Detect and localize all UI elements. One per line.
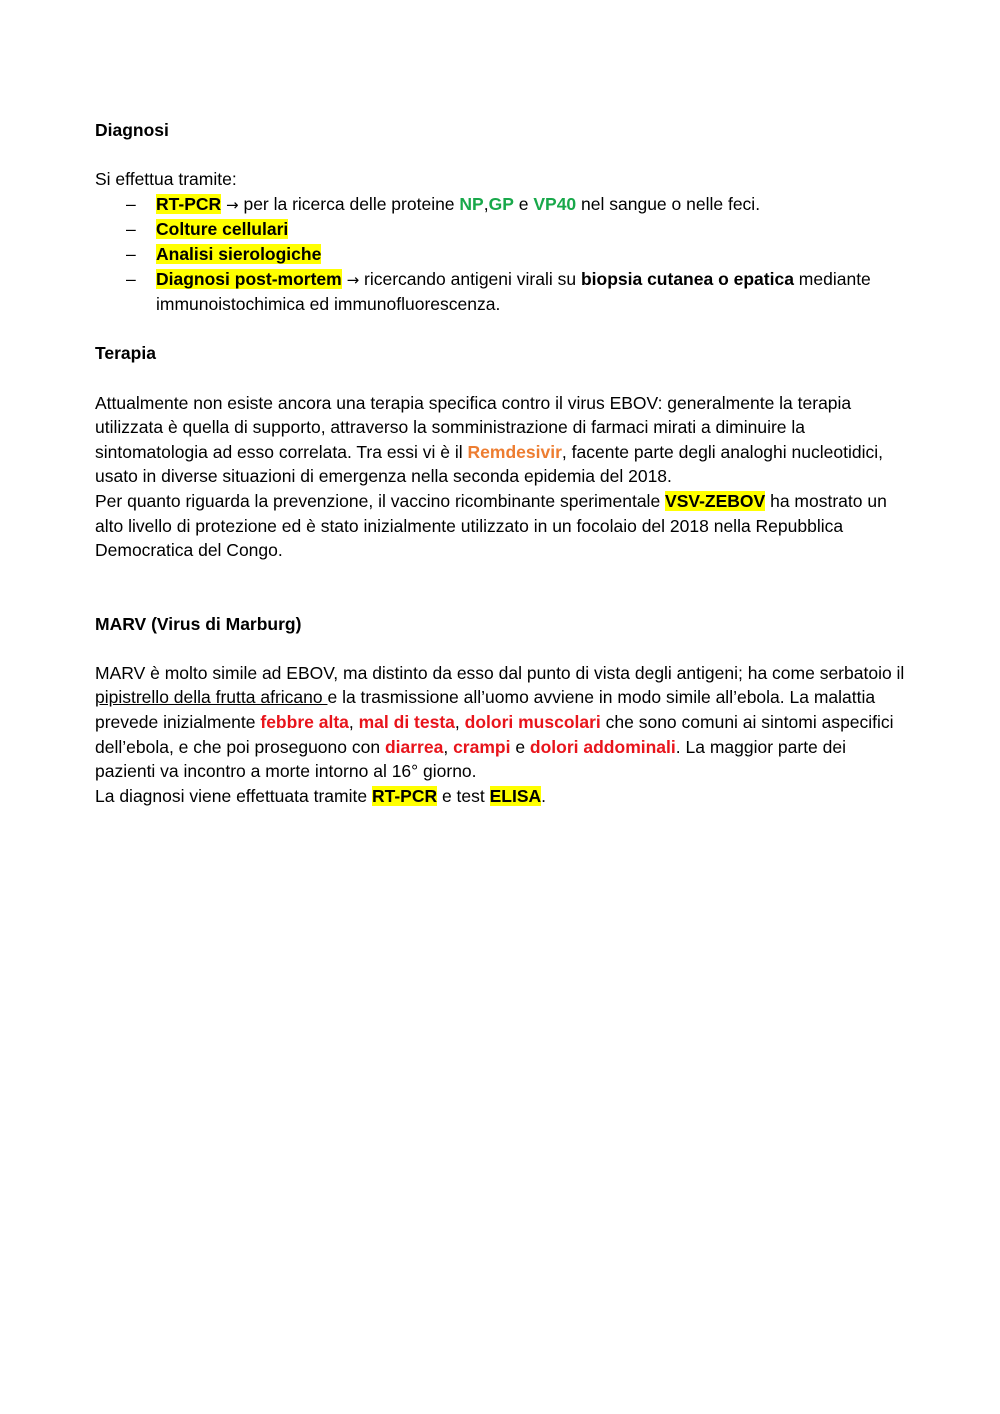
symptom-mal-di-testa: mal di testa bbox=[358, 712, 455, 733]
highlight-vaccine: VSV-ZEBOV bbox=[665, 490, 766, 511]
text-fragment: e bbox=[513, 193, 534, 214]
highlight-rt-pcr: RT-PCR bbox=[371, 785, 438, 806]
dash-bullet: – bbox=[126, 243, 136, 264]
symptom-dolori-addominali: dolori addominali bbox=[529, 736, 676, 757]
text-fragment: e bbox=[510, 736, 530, 757]
text-fragment: e test bbox=[437, 785, 490, 806]
text-fragment: Attualmente non esiste ancora una terapia specifica contro il virus EBOV: generalmente la terapia utilizzata è quella di supporto, attraverso la somministrazione di farmaci mirati a diminuire la sintomatologia ad esso correlata. Tra essi vi è il bbox=[95, 392, 852, 462]
symptom-diarrea: diarrea bbox=[384, 736, 444, 757]
text-fragment: , facente parte degli analoghi nucleotidici, usato in diverse situazioni di emergenza nella seconda epidemia del 2018. bbox=[95, 441, 883, 487]
text-fragment: . bbox=[541, 785, 547, 806]
underlined-reservoir: pipistrello della frutta africano bbox=[95, 687, 328, 708]
text-fragment: , bbox=[454, 712, 465, 733]
section-title-diagnosi: Diagnosi bbox=[95, 120, 169, 140]
text-fragment: ha mostrato un alto livello di protezione ed è stato inizialmente utilizzato in un focolaio del 2018 nella Repubblica Democratica del Congo. bbox=[95, 490, 887, 561]
text-fragment: MARV è molto simile ad EBOV, ma distinto da esso dal punto di vista degli antigeni; ha come serbatoio il bbox=[95, 662, 905, 683]
dash-bullet: – bbox=[126, 193, 136, 214]
text-fragment: , bbox=[443, 736, 454, 757]
marv-diagnosi bbox=[95, 784, 910, 809]
highlight-elisa: ELISA bbox=[489, 785, 542, 806]
arrow-icon: → bbox=[346, 270, 360, 289]
highlight-colture: Colture cellulari bbox=[156, 219, 289, 240]
highlight-rt-pcr: RT-PCR bbox=[156, 193, 222, 214]
list-item-sierologiche bbox=[95, 242, 910, 267]
protein-np: NP bbox=[459, 193, 484, 214]
list-item-colture bbox=[95, 217, 910, 242]
text-fragment: . La maggior parte dei pazienti va incontro a morte intorno al 16° giorno. bbox=[95, 736, 847, 782]
symptom-febbre: febbre alta bbox=[260, 712, 349, 733]
dash-bullet: – bbox=[126, 268, 136, 289]
symptom-crampi: crampi bbox=[453, 736, 511, 757]
terapia-paragraph-2 bbox=[95, 489, 910, 563]
protein-gp: GP bbox=[488, 193, 514, 214]
text-fragment: per la ricerca delle proteine bbox=[238, 193, 460, 214]
arrow-icon: → bbox=[226, 195, 239, 214]
text-fragment: , bbox=[348, 712, 359, 733]
text-fragment: La diagnosi viene effettuata tramite bbox=[95, 785, 372, 806]
list-item-post-mortem bbox=[95, 267, 910, 317]
document-page bbox=[95, 118, 910, 808]
text-fragment: mediante immunoistochimica ed immunofluorescenza. bbox=[156, 268, 871, 315]
text-fragment: Per quanto riguarda la prevenzione, il vaccino ricombinante sperimentale bbox=[95, 490, 666, 511]
text-fragment: ricercando antigeni virali su bbox=[359, 268, 581, 289]
highlight-sierologiche: Analisi sierologiche bbox=[156, 243, 322, 264]
protein-vp40: VP40 bbox=[533, 193, 577, 214]
dash-bullet: – bbox=[126, 219, 136, 240]
diagnosi-intro: Si effettua tramite: bbox=[95, 169, 237, 190]
text-fragment: che sono comuni ai sintomi aspecifici dell’ebola, e che poi proseguono con bbox=[95, 712, 894, 757]
bold-biopsia: biopsia cutanea o epatica bbox=[580, 268, 794, 289]
section-title-terapia: Terapia bbox=[95, 343, 156, 364]
highlight-post-mortem: Diagnosi post-mortem bbox=[156, 268, 342, 289]
diagnosi-list bbox=[95, 192, 910, 317]
symptom-dolori-muscolari: dolori muscolari bbox=[464, 712, 601, 733]
text-fragment: nel sangue o nelle feci. bbox=[576, 193, 761, 214]
section-title-marv: MARV (Virus di Marburg) bbox=[95, 613, 302, 634]
marv-paragraph bbox=[95, 661, 910, 784]
terapia-paragraph-1 bbox=[95, 391, 910, 489]
text-fragment: , bbox=[483, 193, 489, 214]
list-item-rt-pcr bbox=[95, 192, 910, 218]
drug-remdesivir: Remdesivir bbox=[467, 441, 562, 462]
text-fragment: e la trasmissione all’uomo avviene in modo simile all’ebola. La malattia prevede inizialmente bbox=[95, 687, 876, 733]
